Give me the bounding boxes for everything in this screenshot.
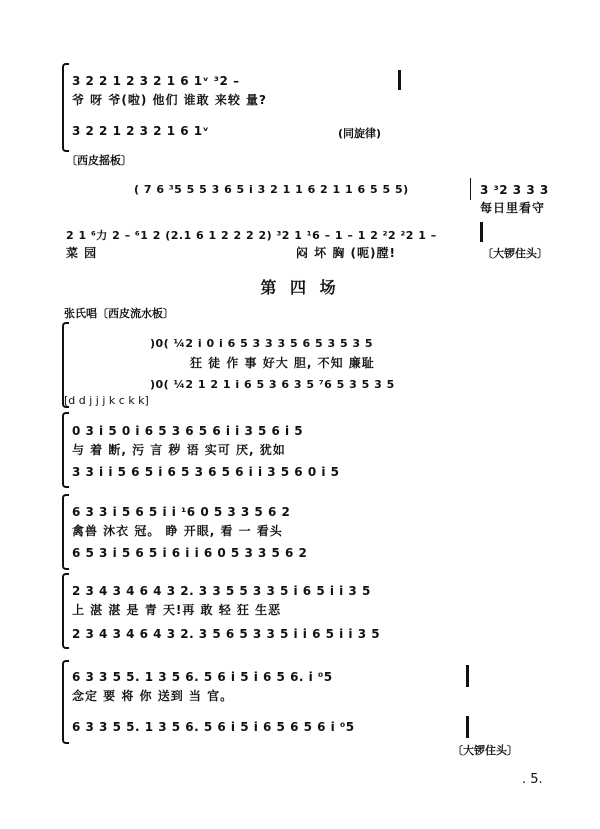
voice-notation: 2 3 4 3 4 6 4 3 2. 3 3 5 5 3 3 5 i 6 5 i i 3 5 xyxy=(72,584,371,598)
intro-notation: ( 7 6 ³5 5 5 3 6 5 i 3 2 1 1 6 2 1 1 6 5 5 5) xyxy=(134,183,409,196)
instrument-notation: 3 3 i i 5 6 5 i 6 5 3 6 5 6 i i 3 5 6 0 i 5 xyxy=(72,465,340,479)
final-barline xyxy=(480,222,483,242)
scene-title: 第 四 场 xyxy=(260,278,340,297)
voice-notation: 3 ³2 3 3 3 xyxy=(480,183,549,197)
final-barline xyxy=(466,665,469,687)
lyrics-line: 念定 要 将 你 送到 当 官。 xyxy=(72,689,234,703)
instrument-notation: 6 5 3 i 5 6 5 i 6 i i 6 0 5 3 3 5 6 2 xyxy=(72,546,308,560)
voice-notation: 6 3 3 5 5. 1 3 5 6. 5 6 i 5 i 6 5 6. i ⁰5 xyxy=(72,670,333,684)
final-barline xyxy=(398,70,401,90)
percussion-pattern: [d d j j j k c k k] xyxy=(64,394,149,407)
percussion-cue: 〔大锣住头〕 xyxy=(482,247,548,260)
section-label: 张氏唱〔西皮流水板〕 xyxy=(64,307,174,320)
lyrics-line: 狂 徒 作 事 好大 胆, 不知 廉耻 xyxy=(190,356,375,370)
lyrics-line: 爷 呀 爷(啦) 他们 谁敢 来较 量? xyxy=(72,93,267,107)
lyrics-line: 闷 坏 胸 (呃)膛! xyxy=(296,246,396,260)
system-brace xyxy=(62,412,69,488)
lyrics-line: 菜 园 xyxy=(66,246,98,260)
final-barline xyxy=(466,716,469,738)
performance-note: (同旋律) xyxy=(338,127,382,140)
barline xyxy=(470,178,471,200)
system-brace xyxy=(62,63,69,152)
section-label: 〔西皮摇板〕 xyxy=(66,154,132,167)
system-brace xyxy=(62,573,69,649)
lyrics-line: 上 湛 湛 是 青 天!再 敢 轻 狂 生恶 xyxy=(72,603,282,617)
voice-notation: )0( ¼2 i 0 i 6 5 3 3 3 5 6 5 3 5 3 5 xyxy=(150,337,374,350)
system-brace xyxy=(62,660,69,744)
page-number: . 5. xyxy=(522,772,543,787)
instrument-notation: 6 3 3 5 5. 1 3 5 6. 5 6 i 5 i 6 5 6 5 6 i ⁰5 xyxy=(72,720,355,734)
system-brace xyxy=(62,494,69,570)
percussion-cue: 〔大锣住头〕 xyxy=(452,744,518,757)
voice-notation: 0 3 i 5 0 i 6 5 3 6 5 6 i i 3 5 6 i 5 xyxy=(72,424,304,438)
voice-notation: 6 3 3 i 5 6 5 i i ¹6 0 5 3 3 5 6 2 xyxy=(72,505,291,519)
lyrics-line: 每日里看守 xyxy=(480,201,546,215)
instrument-notation: 2 3 4 3 4 6 4 3 2. 3 5 6 5 3 3 5 i i 6 5 i i 3 5 xyxy=(72,627,381,641)
instrument-notation: 3 2 2 1 2 3 2 1 6 1ᵛ xyxy=(72,124,210,138)
voice-notation: 3 2 2 1 2 3 2 1 6 1ᵛ ³2 – xyxy=(72,74,240,88)
voice-notation: 2 1 ⁶力 2 – ⁶1 2 (2.1 6 1 2 2 2 2) ³2 1 ¹6 – 1 – 1 2 ²2 ²2 1 – xyxy=(66,229,437,242)
instrument-notation: )0( ¼2 1 2 1 i 6 5 3 6 3 5 ⁷6 5 3 5 3 5 xyxy=(150,378,395,391)
lyrics-line: 与 着 断, 污 言 秽 语 实可 厌, 犹如 xyxy=(72,443,286,457)
lyrics-line: 禽兽 沐衣 冠。 睁 开眼, 看 一 看头 xyxy=(72,524,283,538)
